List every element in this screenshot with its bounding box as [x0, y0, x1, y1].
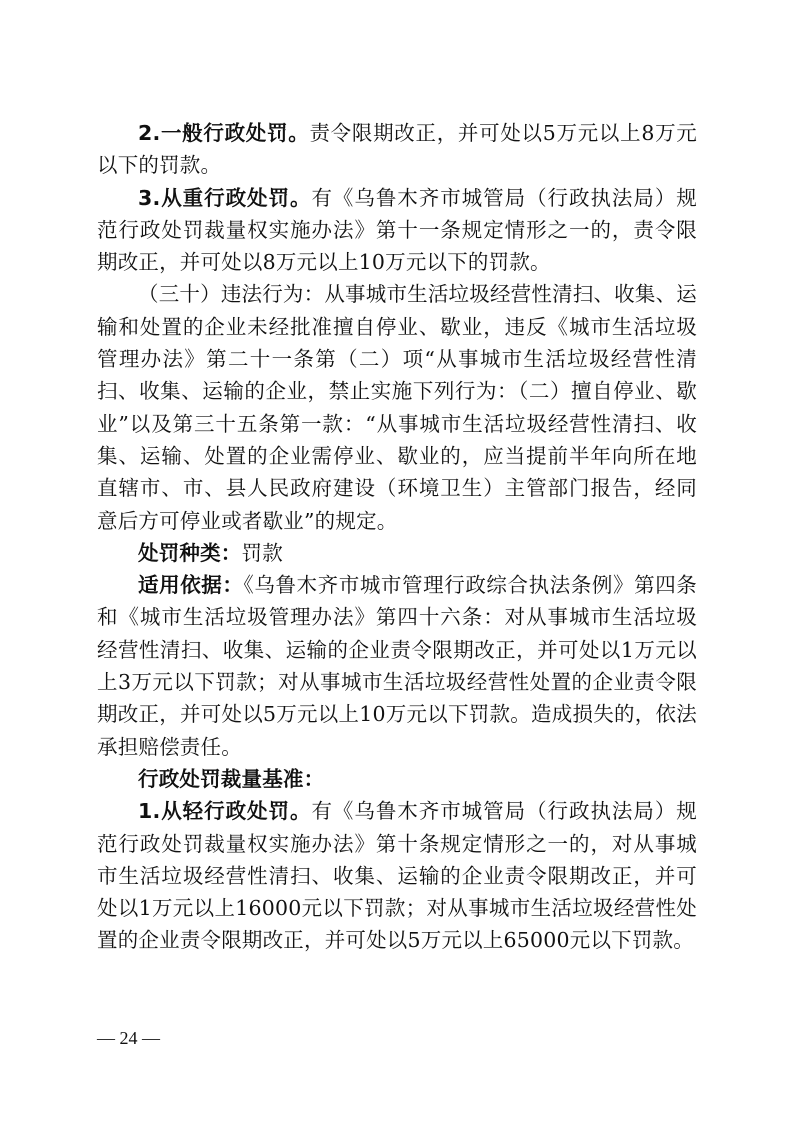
paragraph-heading: 1.从轻行政处罚。	[138, 799, 312, 824]
paragraph-text: 有《乌鲁木齐市城管局（行政执法局）规范行政处罚裁量权实施办法》第十条规定情形之一的，对从事城市生活垃圾经营性清扫、收集、运输的企业责令限期改正，并可处以1万元以上16000元以下罚款；对从事城市生活垃圾经营性处置的企业责令限期改正，并可处以5万元以上65000元以下罚款。	[97, 799, 697, 953]
paragraph-text: （三十）违法行为：从事城市生活垃圾经营性清扫、收集、运输和处置的企业未经批准擅自停业、歇业，违反《城市生活垃圾管理办法》第二十一条第（二）项“从事城市生活垃圾经营性清扫、收集、运输的企业，禁止实施下列行为：（二）擅自停业、歇业”以及第三十五条第一款：“从事城市生活垃圾经营性清扫、收集、运输、处置的企业需停业、歇业的，应当提前半年向所在地直辖市、市、县人民政府建设（环境卫生）主管部门报告，经同意后方可停业或者歇业”的规定。	[97, 282, 697, 533]
paragraph-text: 责令限期改正，并可处以5万元以上8万元以下的罚款。	[97, 121, 697, 178]
paragraph-light-penalty	[97, 795, 697, 956]
paragraph-heading: 行政处罚裁量基准：	[138, 766, 325, 791]
paragraph-heading: 3.从重行政处罚。	[138, 185, 312, 210]
paragraph-penalty-type	[97, 537, 697, 569]
paragraph-legal-basis	[97, 569, 697, 763]
paragraph-discretion-standard	[97, 763, 697, 795]
paragraph-heading: 适用依据：	[138, 573, 244, 598]
paragraph-heading: 2.一般行政处罚。	[138, 121, 310, 145]
paragraph-text: 《乌鲁木齐市城市管理行政综合执法条例》第四条和《城市生活垃圾管理办法》第四十六条：对从事城市生活垃圾经营性清扫、收集、运输的企业责令限期改正，并可处以1万元以上3万元以下罚款；对从事城市生活垃圾经营性处置的企业责令限期改正，并可处以5万元以上10万元以下罚款。造成损失的，依法承担赔偿责任。	[97, 573, 698, 759]
paragraph-heavy-penalty	[97, 182, 697, 279]
paragraph-general-penalty	[97, 117, 697, 182]
paragraph-violation-30	[97, 278, 697, 536]
paragraph-text: 有《乌鲁木齐市城管局（行政执法局）规范行政处罚裁量权实施办法》第十一条规定情形之一的，责令限期改正，并可处以8万元以上10万元以下的罚款。	[97, 185, 697, 275]
paragraph-heading: 处罚种类：	[138, 540, 242, 565]
page-number: — 24 —	[97, 1028, 160, 1048]
document-body	[97, 117, 697, 957]
paragraph-text: 罚款	[241, 540, 283, 565]
